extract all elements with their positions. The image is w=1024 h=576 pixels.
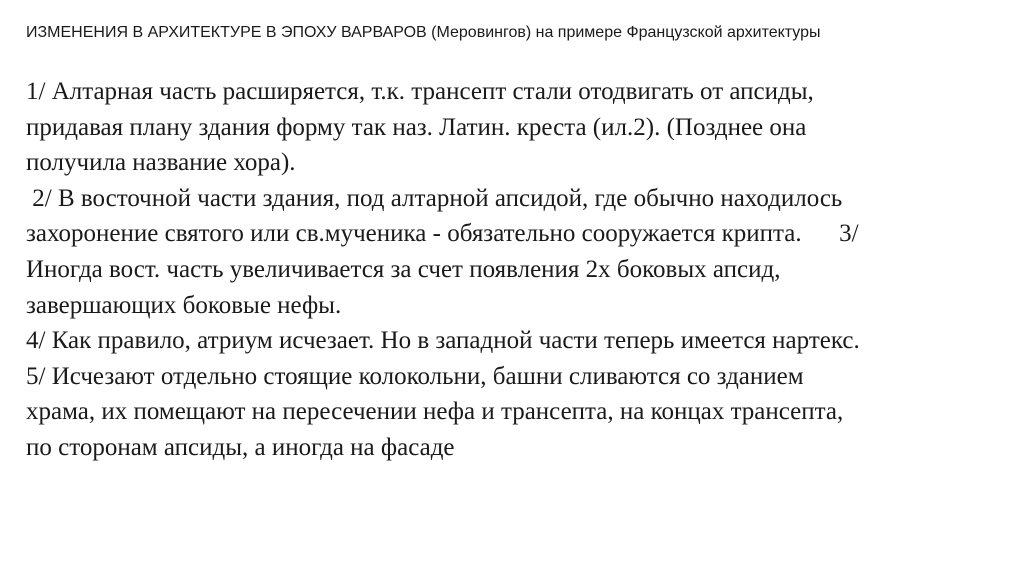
body-line: 1/ Алтарная часть расширяется, т.к. трансепт стали отодвигать от апсиды, <box>26 78 814 105</box>
slide-title: ИЗМЕНЕНИЯ В АРХИТЕКТУРЕ В ЭПОХУ ВАРВАРОВ (Меровингов) на примере Французской архитектуры <box>26 24 821 41</box>
body-line: захоронение святого или св.мученика - обязательно сооружается крипта. 3/ <box>26 220 859 248</box>
body-line: по сторонам апсиды, а иногда на фасаде <box>26 433 455 461</box>
body-line: 2/ В восточной части здания, под алтарной апсидой, где обычно находилось <box>26 184 843 212</box>
body-line: храма, их помещают на пересечении нефа и трансепта, на концах трансепта, <box>26 398 844 426</box>
body-line: придавая плану здания форму так наз. Латин. креста (ил.2). (Позднее она <box>26 113 807 141</box>
body-line: получила название хора). <box>26 149 296 177</box>
body-line: 5/ Исчезают отдельно стоящие колокольни, башни сливаются со зданием <box>26 362 804 390</box>
body-line: Иногда вост. часть увеличивается за счет появления 2х боковых апсид, <box>26 255 781 283</box>
body-line: завершающих боковые нефы. <box>26 291 342 319</box>
slide-body-text <box>26 74 1016 466</box>
body-line: 4/ Как правило, атриум исчезает. Но в западной части теперь имеется нартекс. <box>26 327 860 355</box>
